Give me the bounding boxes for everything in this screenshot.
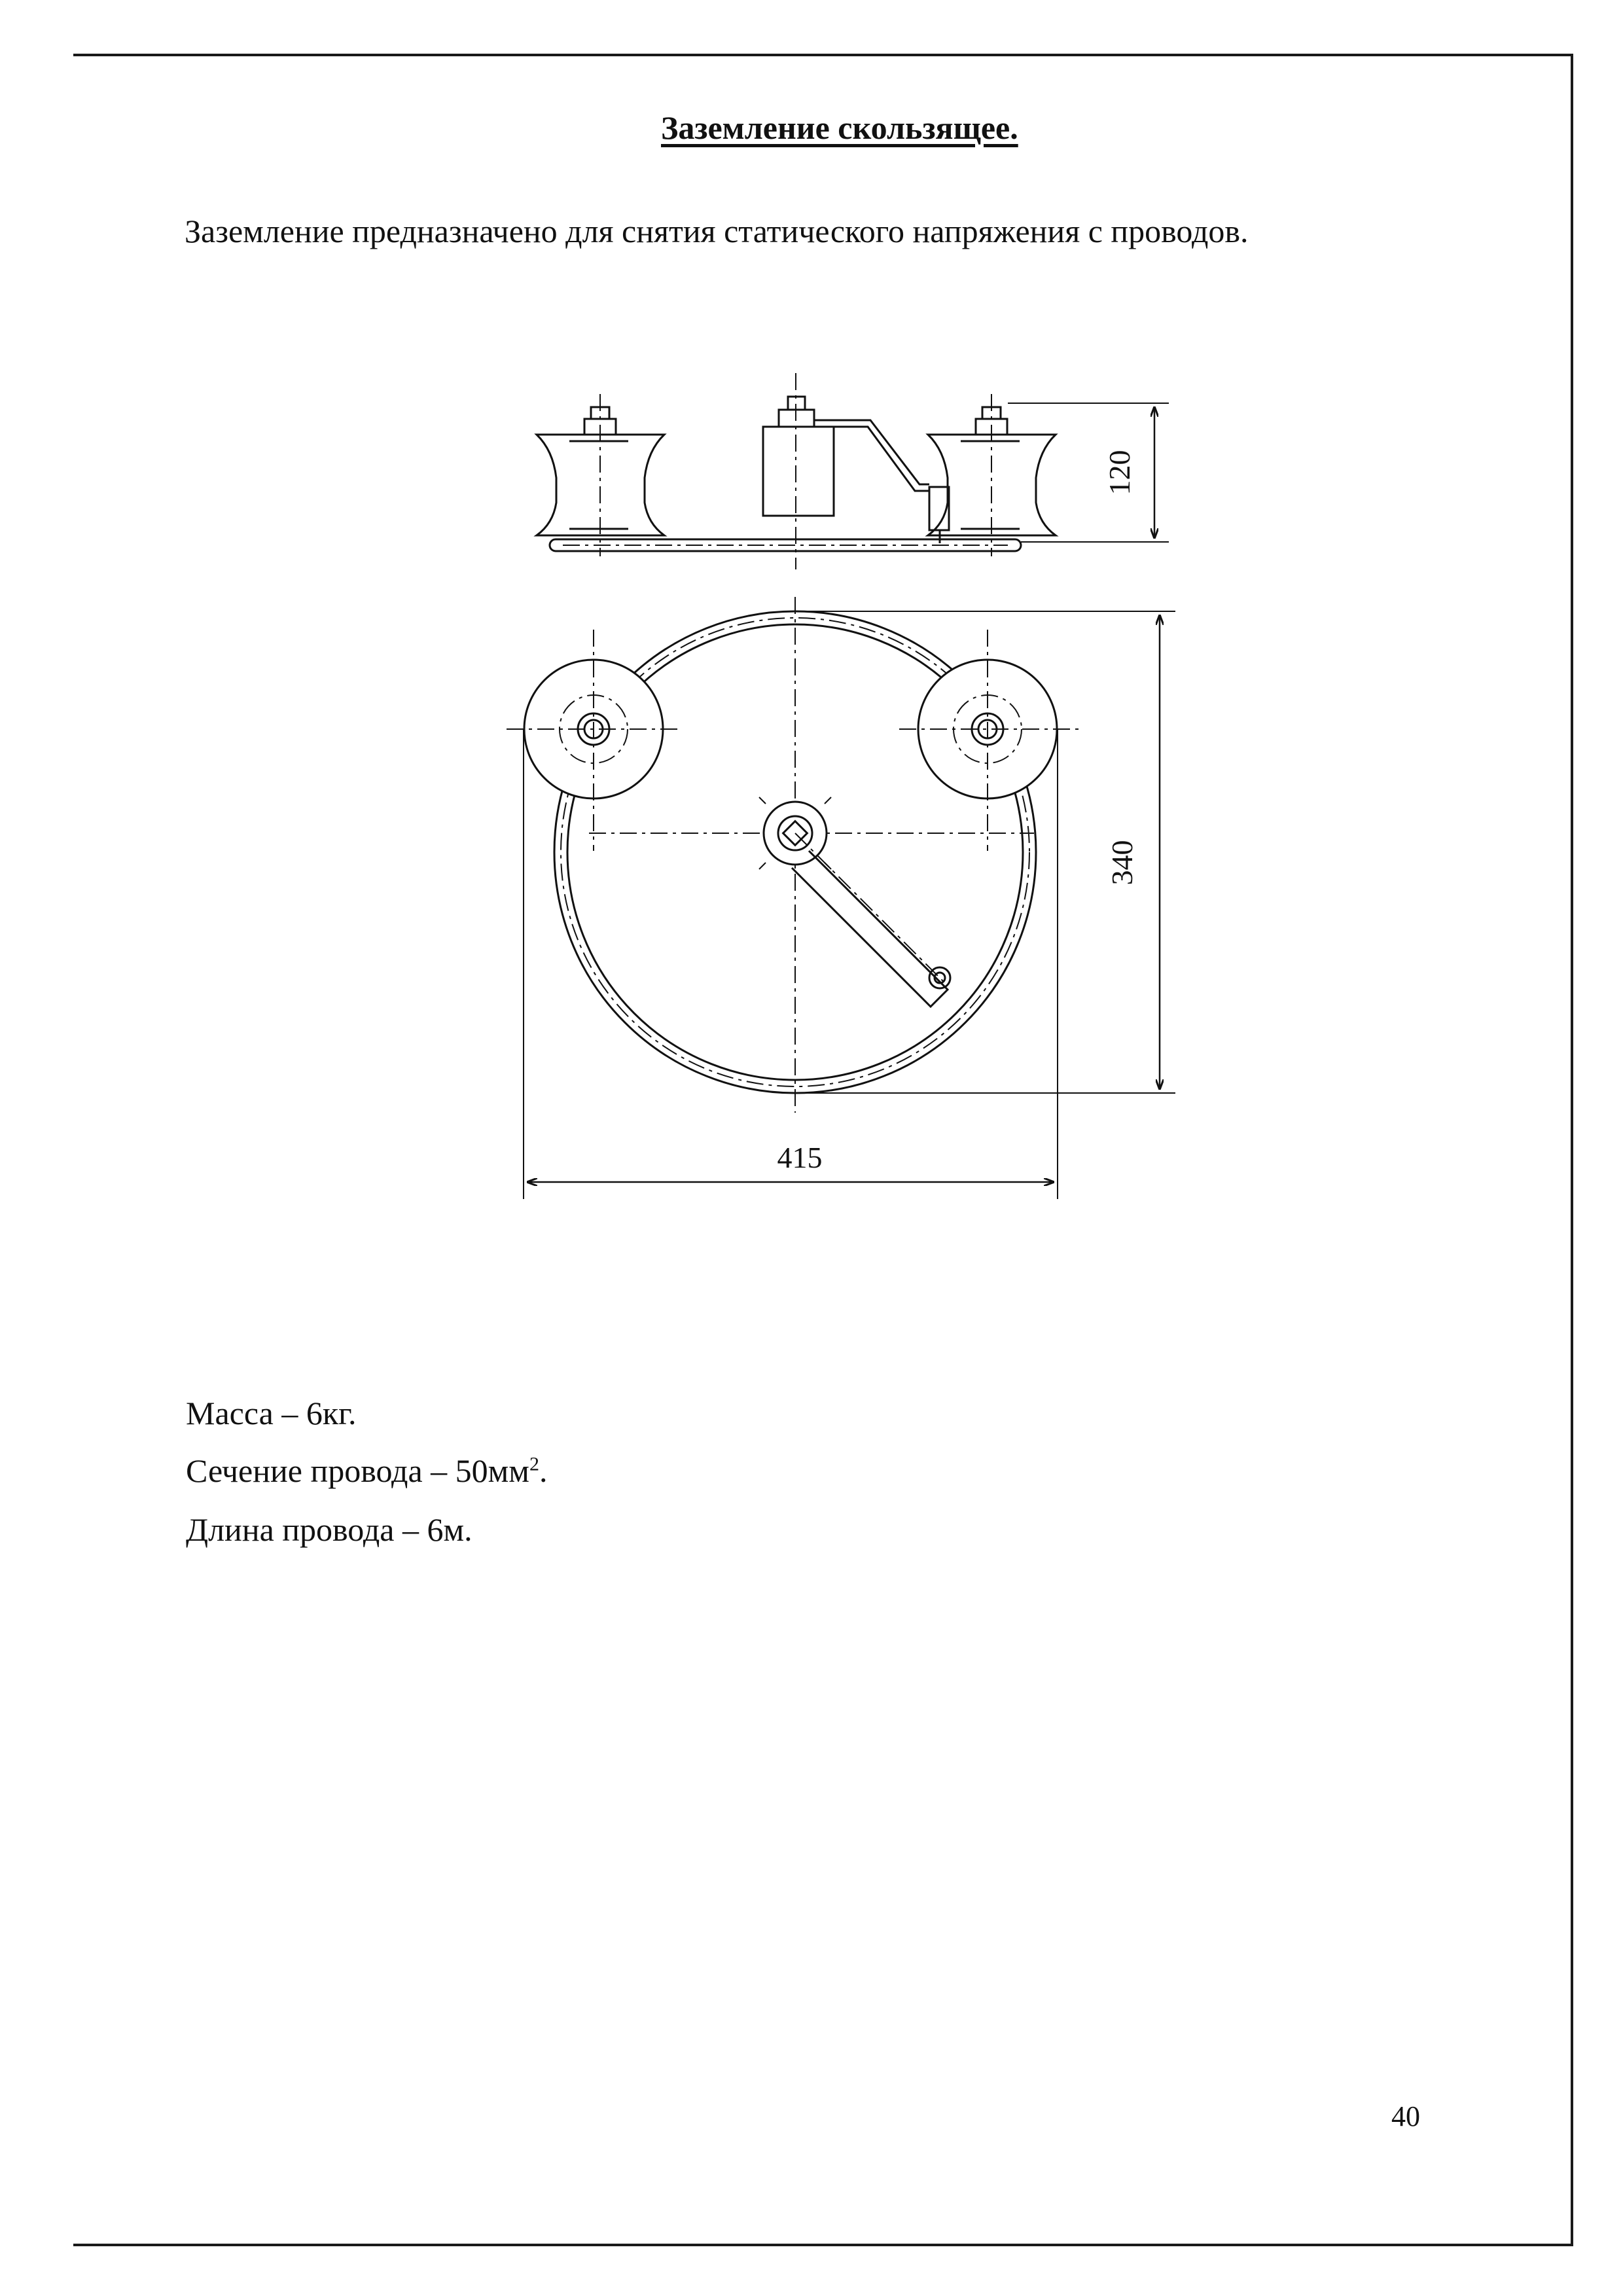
dimension-120 [1008,403,1169,542]
dimension-415 [524,729,1058,1199]
side-view [537,373,1169,569]
spec-wire-section-suffix: . [539,1452,548,1489]
spec-wire-section-exponent: 2 [529,1453,539,1475]
page-number: 40 [1391,2100,1420,2132]
dimension-label-415: 415 [777,1141,823,1174]
page-title: Заземление скользящее. [661,109,1018,146]
right-roller [928,394,1056,556]
dimension-label-340: 340 [1105,840,1139,886]
left-roller-disc [507,630,682,851]
spec-wire-section [186,1452,547,1490]
spec-mass: Масса – 6кг. [186,1395,357,1431]
dimension-label-120: 120 [1103,450,1136,495]
intro-paragraph: Заземление предназначено для снятия статического напряжения с проводов. [185,213,1249,249]
right-roller-disc [899,630,1080,851]
spec-wire-section-text: Сечение провода – 50мм [186,1452,529,1489]
swing-arm [792,833,950,1007]
spec-wire-length: Длина провода – 6м. [186,1511,473,1548]
top-view [507,597,1175,1199]
left-roller [537,394,664,556]
